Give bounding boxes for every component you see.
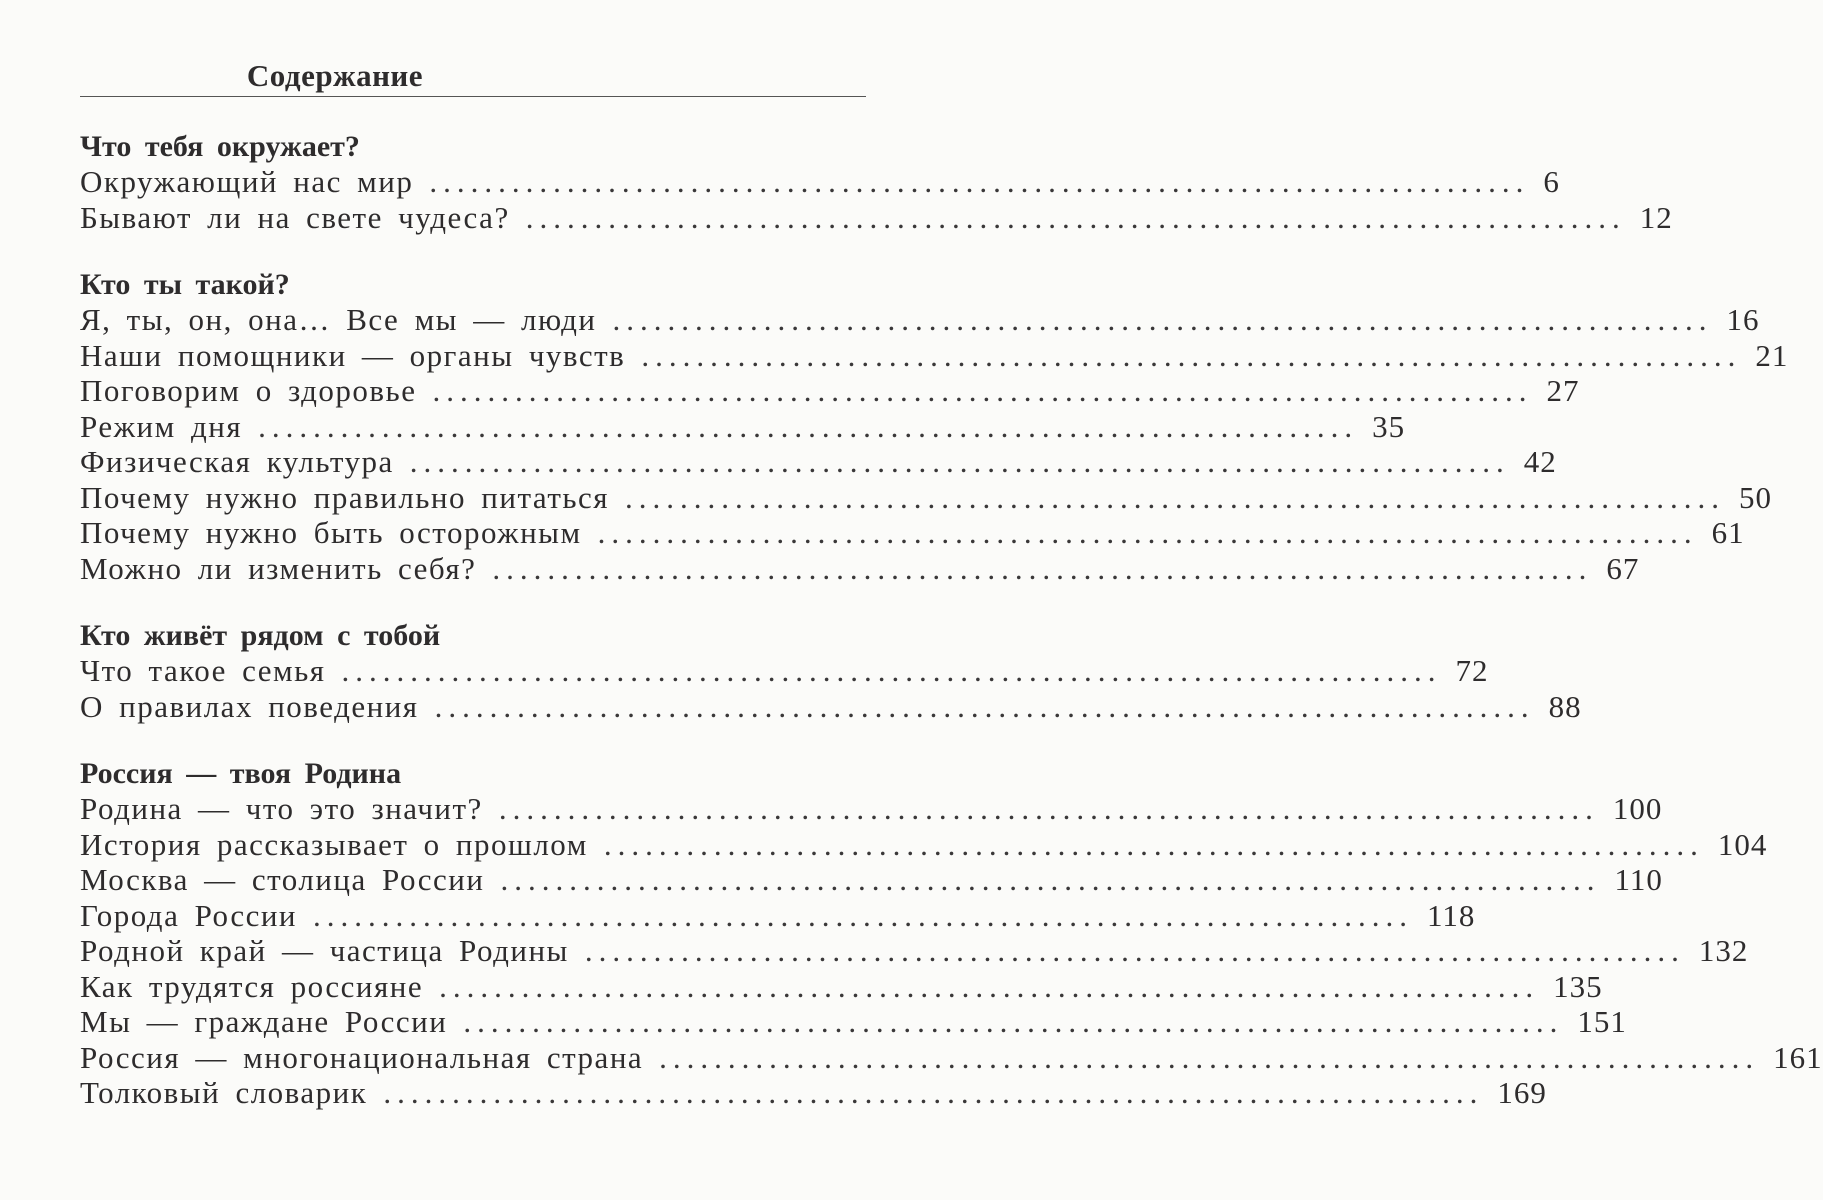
dot-leader: ................................................................................ (409, 444, 1510, 479)
dot-leader: ................................................................................ (313, 897, 1414, 933)
toc-entry[interactable] (80, 653, 1489, 689)
toc-section (80, 619, 1582, 724)
dot-leader: ................................................................................ (439, 968, 1540, 1004)
dot-leader: ................................................................................ (258, 408, 1359, 444)
entry-page-number: 161 (1773, 1039, 1823, 1075)
toc-section (80, 130, 1673, 235)
entry-page-number: 67 (1606, 550, 1640, 586)
entry-title: Родной край — частица Родины (80, 933, 569, 968)
entry-title: Наши помощники — органы чувств (80, 337, 626, 373)
dot-leader: ................................................................................ (383, 1075, 1484, 1110)
entry-page-number: 35 (1372, 408, 1406, 444)
toc-entry[interactable] (80, 791, 1663, 827)
entry-page-number: 12 (1639, 199, 1673, 235)
entry-page-number: 118 (1427, 897, 1476, 933)
dot-leader: ................................................................................ (525, 199, 1626, 235)
toc-entry[interactable] (80, 1039, 1823, 1076)
entry-title: Города России (80, 897, 298, 933)
entry-page-number: 88 (1548, 688, 1582, 724)
dot-leader: ................................................................................ (429, 164, 1530, 199)
toc-entry[interactable] (80, 1075, 1547, 1111)
entry-page-number: 151 (1577, 1004, 1627, 1039)
entry-page-number: 50 (1739, 479, 1773, 515)
entry-page-number: 110 (1614, 862, 1663, 897)
entry-page-number: 42 (1523, 444, 1557, 479)
dot-leader: ................................................................................ (498, 791, 1599, 826)
entry-page-number: 61 (1711, 515, 1745, 550)
entry-page-number: 169 (1497, 1075, 1547, 1110)
dot-leader: ................................................................................ (492, 550, 1593, 586)
entry-title: Как трудятся россияне (80, 968, 424, 1004)
entry-page-number: 21 (1755, 337, 1789, 373)
toc-entry[interactable] (80, 337, 1789, 374)
entry-page-number: 6 (1543, 164, 1560, 199)
toc-section (80, 268, 1789, 586)
table-of-contents (80, 130, 1823, 1144)
toc-entry[interactable] (80, 515, 1745, 551)
entry-title: Бывают ли на свете чудеса? (80, 199, 510, 235)
entry-title: О правилах поведения (80, 688, 419, 724)
toc-entry[interactable] (80, 479, 1773, 516)
dot-leader: ................................................................................ (584, 933, 1685, 968)
dot-leader: ................................................................................ (500, 862, 1601, 897)
entry-title: Я, ты, он, она… Все мы — люди (80, 302, 597, 337)
dot-leader: ................................................................................ (597, 515, 1698, 550)
page-title: Содержание (246, 58, 424, 93)
section-heading: Кто живёт рядом с тобой (80, 619, 441, 652)
entry-title: История рассказывает о прошлом (80, 826, 588, 862)
toc-entry[interactable] (80, 302, 1760, 338)
entry-page-number: 135 (1553, 968, 1603, 1004)
toc-entry[interactable] (80, 164, 1560, 200)
toc-entry[interactable] (80, 199, 1673, 236)
toc-entry[interactable] (80, 408, 1406, 445)
toc-entry[interactable] (80, 373, 1580, 409)
entry-page-number: 132 (1698, 933, 1749, 968)
entry-title: Толковый словарик (80, 1075, 368, 1110)
toc-entry[interactable] (80, 897, 1476, 934)
entry-title: Мы — граждане России (80, 1004, 448, 1039)
dot-leader: ................................................................................ (463, 1004, 1564, 1039)
dot-leader: ................................................................................ (603, 826, 1704, 862)
toc-section (80, 757, 1823, 1111)
entry-title: Окружающий нас мир (80, 164, 414, 199)
entry-page-number: 104 (1717, 826, 1768, 862)
dot-leader: ................................................................................ (641, 337, 1742, 373)
entry-title: Режим дня (80, 408, 243, 444)
entry-title: Физическая культура (80, 444, 394, 479)
entry-title: Почему нужно быть осторожным (80, 515, 582, 550)
dot-leader: ................................................................................ (612, 302, 1713, 337)
dot-leader: ................................................................................ (432, 373, 1533, 408)
dot-leader: ................................................................................ (341, 653, 1442, 688)
entry-page-number: 100 (1612, 791, 1663, 826)
entry-page-number: 27 (1546, 373, 1580, 408)
entry-title: Родина — что это значит? (80, 791, 483, 826)
toc-entry[interactable] (80, 862, 1663, 898)
toc-entry[interactable] (80, 968, 1603, 1005)
dot-leader: ................................................................................ (625, 479, 1726, 515)
entry-title: Почему нужно правильно питаться (80, 479, 610, 515)
toc-entry[interactable] (80, 933, 1749, 969)
entry-page-number: 16 (1726, 302, 1760, 337)
entry-page-number: 72 (1455, 653, 1489, 688)
dot-leader: ................................................................................ (434, 688, 1535, 724)
entry-title: Москва — столица России (80, 862, 485, 897)
toc-entry[interactable] (80, 444, 1557, 480)
toc-entry[interactable] (80, 550, 1640, 587)
toc-entry[interactable] (80, 688, 1582, 725)
section-heading: Россия — твоя Родина (80, 757, 402, 790)
entry-title: Россия — многонациональная страна (80, 1039, 644, 1075)
title-divider (80, 96, 866, 97)
toc-entry[interactable] (80, 1004, 1627, 1040)
entry-title: Поговорим о здоровье (80, 373, 417, 408)
section-heading: Что тебя окружает? (80, 130, 360, 163)
entry-title: Можно ли изменить себя? (80, 550, 477, 586)
entry-title: Что такое семья (80, 653, 326, 688)
toc-entry[interactable] (80, 826, 1768, 863)
dot-leader: ................................................................................ (659, 1039, 1760, 1075)
section-heading: Кто ты такой? (80, 268, 290, 301)
